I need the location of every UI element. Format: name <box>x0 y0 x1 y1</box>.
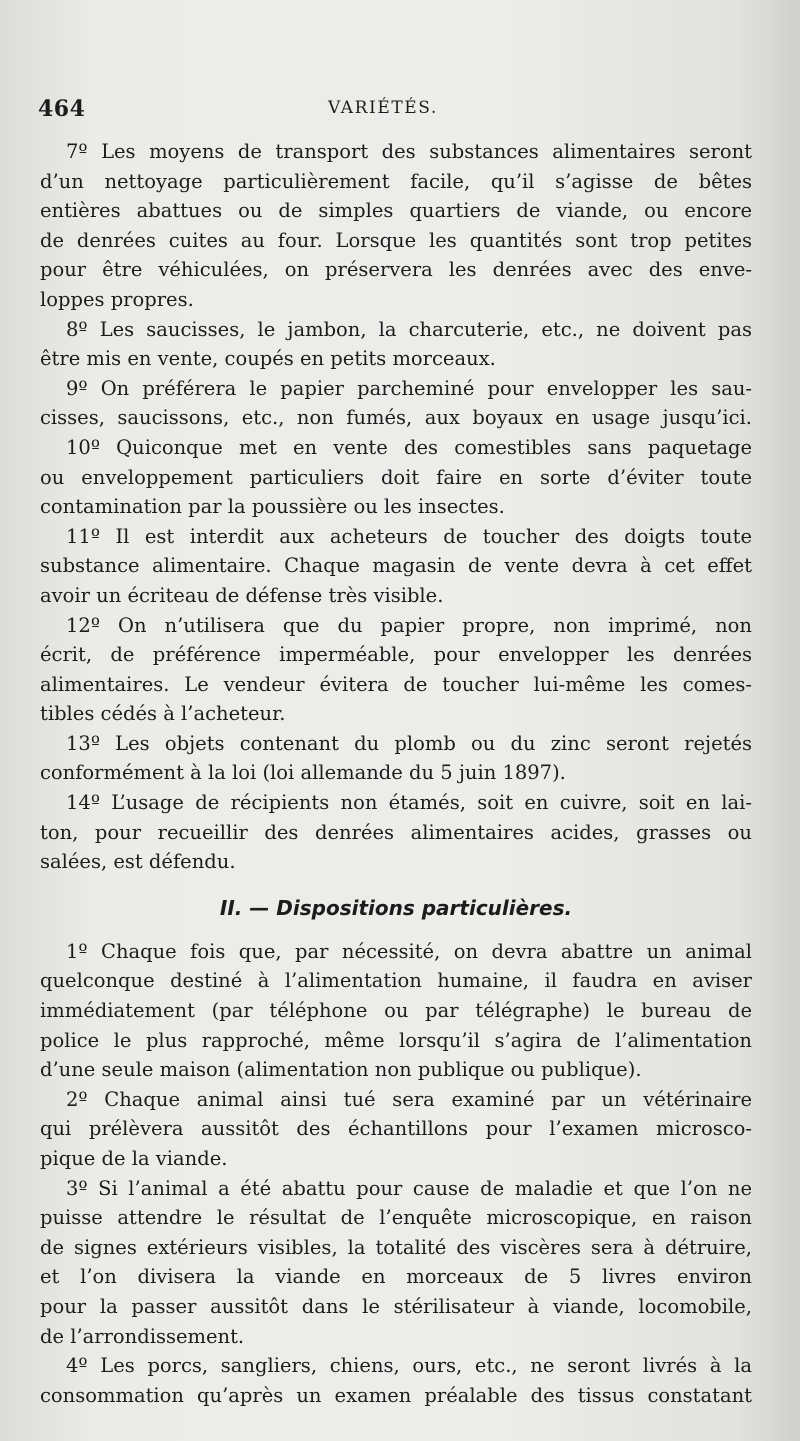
text-line: conformément à la loi (loi allemande du 5 juin 1897). <box>40 761 566 785</box>
text-line: salées, est défendu. <box>40 850 236 874</box>
text-line: de denrées cuites au four. Lorsque les quantités sont trop petites <box>40 228 752 252</box>
text-line: 2º Chaque animal ainsi tué sera examiné par un vétérinaire <box>66 1087 752 1111</box>
text-line: 4º Les porcs, sangliers, chiens, ours, etc., ne seront livrés à la <box>66 1354 752 1378</box>
text-line: entières abattues ou de simples quartiers de viande, ou encore <box>40 199 752 223</box>
text-line: cisses, saucissons, etc., non fumés, aux boyaux en usage jusqu’ici. <box>40 406 752 430</box>
text-line: d’un nettoyage particulièrement facile, qu’il s’agisse de bêtes <box>40 169 752 193</box>
text-line: quelconque destiné à l’alimentation humaine, il faudra en aviser <box>40 969 752 993</box>
text-line: police le plus rapproché, même lorsqu’il s’agira de l’alimentation <box>40 1028 752 1052</box>
text-line: 7º Les moyens de transport des substances alimentaires seront <box>66 140 752 163</box>
text-line: d’une seule maison (alimentation non publique ou publique). <box>40 1058 642 1082</box>
text-line: ou enveloppement particuliers doit faire en sorte d’éviter toute <box>40 465 752 489</box>
text-line: 12º On n’utilisera que du papier propre, non imprimé, non <box>66 613 752 637</box>
text-line: de signes extérieurs visibles, la totalité des viscères sera à détruire, <box>40 1235 752 1259</box>
text-line: 8º Les saucisses, le jambon, la charcuterie, etc., ne doivent pas <box>66 317 752 341</box>
page-header <box>38 96 758 126</box>
text-line: être mis en vente, coupés en petits morceaux. <box>40 347 496 371</box>
text-line: et l’on divisera la viande en morceaux de 5 livres environ <box>40 1265 752 1289</box>
text-line: 3º Si l’animal a été abattu pour cause de maladie et que l’on ne <box>66 1176 752 1200</box>
body-text <box>40 137 752 1410</box>
text-line: pour la passer aussitôt dans le stérilisateur à viande, locomobile, <box>40 1294 752 1318</box>
running-head: VARIÉTÉS. <box>328 98 438 118</box>
text-line: pour être véhiculées, on préservera les denrées avec des enve- <box>40 258 752 282</box>
text-line: 13º Les objets contenant du plomb ou du zinc seront rejetés <box>66 731 752 755</box>
text-line: puisse attendre le résultat de l’enquête microscopique, en raison <box>40 1206 752 1230</box>
text-line: 1º Chaque fois que, par nécessité, on devra abattre un animal <box>66 939 752 963</box>
page-number: 464 <box>38 96 86 122</box>
text-line: de l’arrondissement. <box>40 1324 245 1348</box>
section-title: II. — Dispositions particulières. <box>219 895 573 920</box>
text-line: qui prélèvera aussitôt des échantillons pour l’examen microsco- <box>40 1117 752 1141</box>
text-line: substance alimentaire. Chaque magasin de vente devra à cet effet <box>40 554 752 578</box>
text-line: alimentaires. Le vendeur évitera de toucher lui-même les comes- <box>40 672 752 696</box>
text-line: immédiatement (par téléphone ou par télégraphe) le bureau de <box>40 999 752 1023</box>
text-line: contamination par la poussière ou les insectes. <box>40 495 505 519</box>
text-line: loppes propres. <box>40 287 194 311</box>
text-line: écrit, de préférence imperméable, pour envelopper les denrées <box>40 643 752 667</box>
text-line: 11º Il est interdit aux acheteurs de toucher des doigts toute <box>66 524 752 548</box>
text-line: avoir un écriteau de défense très visible. <box>40 583 444 607</box>
text-line: ton, pour recueillir des denrées alimentaires acides, grasses ou <box>40 820 752 844</box>
text-line: 9º On préférera le papier parcheminé pour envelopper les sau- <box>66 376 752 400</box>
text-line: tibles cédés à l’acheteur. <box>40 702 286 726</box>
text-line: 14º L’usage de récipients non étamés, soit en cuivre, soit en lai- <box>66 791 752 815</box>
text-line: pique de la viande. <box>40 1147 228 1170</box>
text-line: consommation qu’après un examen préalable des tissus constatant <box>40 1383 752 1407</box>
text-line: 10º Quiconque met en vente des comestibles sans paquetage <box>66 435 752 459</box>
